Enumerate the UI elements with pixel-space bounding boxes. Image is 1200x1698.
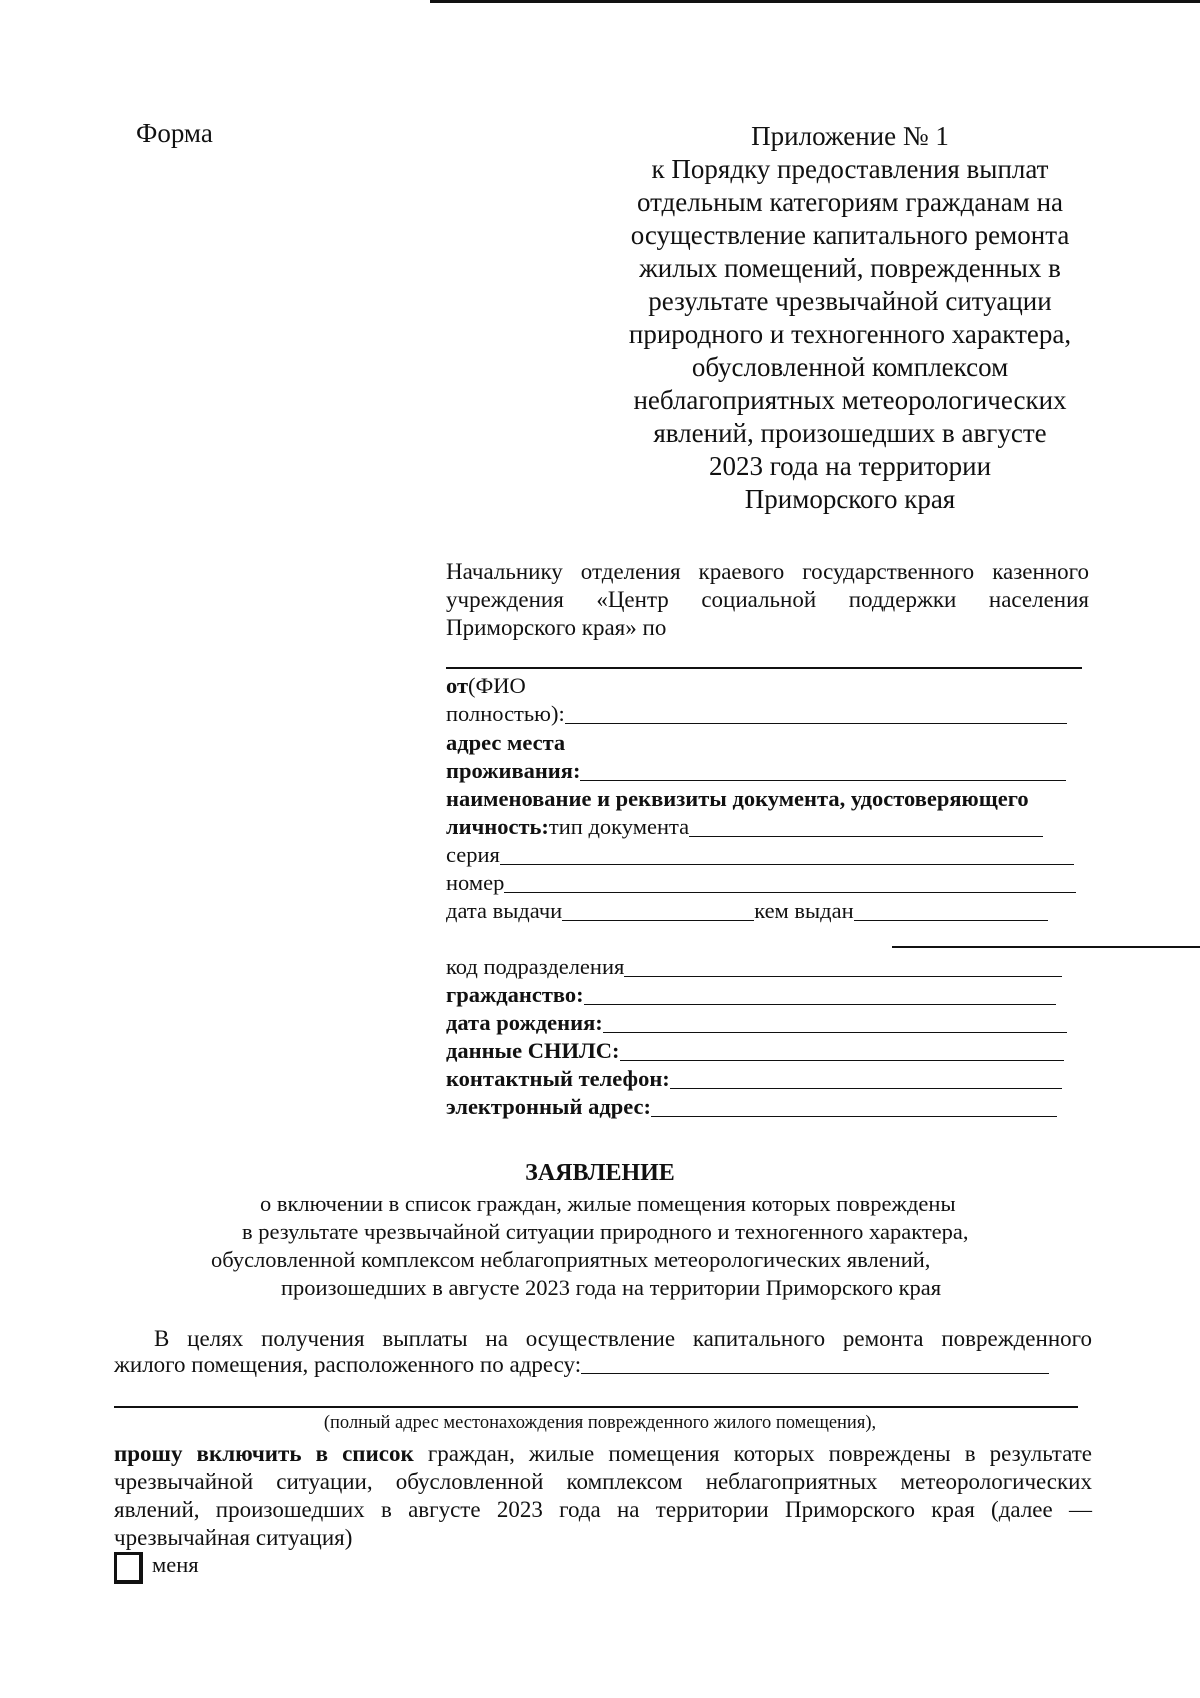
- issue-date-field[interactable]: [562, 898, 754, 921]
- phone-field[interactable]: [670, 1066, 1062, 1089]
- division-code-label: код подразделения: [446, 954, 625, 979]
- request-line: [114, 1440, 1092, 1468]
- series-label: серия: [446, 842, 500, 867]
- appendix-line: к Порядку предоставления выплат: [651, 154, 1049, 184]
- include-me-label: меня: [152, 1552, 199, 1577]
- series-row: [446, 841, 1074, 869]
- email-field[interactable]: [651, 1094, 1057, 1117]
- citizenship-row: [446, 981, 1056, 1009]
- snils-label: данные СНИЛС:: [446, 1038, 620, 1063]
- number-row: [446, 869, 1076, 897]
- request-line: чрезвычайная ситуация): [114, 1525, 353, 1550]
- appendix-line: 2023 года на территории: [708, 451, 992, 481]
- statement-title: ЗАЯВЛЕНИЕ: [525, 1160, 675, 1186]
- addressee-line: Начальнику отделения краевого государственного казенного: [446, 559, 1089, 584]
- number-field[interactable]: [504, 870, 1076, 893]
- from-row: [446, 672, 526, 700]
- statement-subtitle-line: обусловленной комплексом неблагоприятных метеорологических явлений,: [211, 1247, 931, 1272]
- doc-type-label: тип документа: [548, 814, 690, 839]
- addressee-department-field[interactable]: [446, 667, 1082, 669]
- appendix-line: отдельным категориям гражданам на: [636, 187, 1064, 217]
- appendix-line: обусловленной комплексом: [691, 352, 1009, 382]
- purpose-line: В целях получения выплаты на осуществление капитального ремонта поврежденного: [154, 1326, 1092, 1351]
- appendix-line: результате чрезвычайной ситуации: [648, 286, 1052, 316]
- damaged-address-field[interactable]: [581, 1351, 1049, 1374]
- snils-field[interactable]: [620, 1038, 1064, 1061]
- email-label: электронный адрес:: [446, 1094, 651, 1119]
- issued-by-continuation-field[interactable]: [892, 946, 1200, 948]
- appendix-line: Приморского края: [744, 484, 956, 514]
- residence-field[interactable]: [580, 758, 1066, 781]
- address-caption: (полный адрес местонахождения поврежденного жилого помещения),: [323, 1413, 877, 1433]
- number-label: номер: [446, 870, 505, 895]
- request-paragraph: [114, 1440, 1092, 1552]
- request-line: явлений, произошедших в августе 2023 года на территории Приморского края (далее —: [114, 1497, 1092, 1522]
- damaged-address-row: [114, 1350, 1049, 1378]
- addressee-block: [446, 558, 1089, 642]
- appendix-line: осуществление капитального ремонта: [630, 220, 1070, 250]
- fullname-row: [446, 700, 1067, 728]
- appendix-line: неблагоприятных метеорологических: [633, 385, 1067, 415]
- request-bold: прошу включить в список: [114, 1441, 414, 1466]
- request-line: чрезвычайной ситуации, обусловленной комплексом неблагоприятных метеорологических: [114, 1469, 1092, 1494]
- phone-row: [446, 1065, 1062, 1093]
- division-code-field[interactable]: [624, 954, 1062, 977]
- appendix-line: природного и техногенного характера,: [628, 319, 1072, 349]
- snils-row: [446, 1037, 1064, 1065]
- include-me-checkbox[interactable]: [114, 1552, 143, 1584]
- issue-date-label: дата выдачи: [446, 898, 563, 923]
- from-label: (ФИО: [468, 673, 526, 698]
- statement-subtitle-line: в результате чрезвычайной ситуации природного и техногенного характера,: [242, 1219, 969, 1244]
- email-row: [446, 1093, 1057, 1121]
- division-row: [446, 953, 1062, 981]
- birth-date-label: дата рождения:: [446, 1010, 603, 1035]
- issued-by-label: кем выдан: [754, 898, 854, 923]
- fullname-label: полностью):: [446, 701, 565, 726]
- phone-label: контактный телефон:: [446, 1066, 670, 1091]
- residence-label: проживания:: [446, 758, 581, 783]
- doc-type-row: [446, 813, 1043, 841]
- address-label: адрес места: [446, 730, 566, 755]
- scan-edge-line: [430, 0, 1200, 3]
- doc-type-field[interactable]: [689, 814, 1043, 837]
- request-text: граждан, жилые помещения которых повреждены в результате: [413, 1441, 1093, 1466]
- addressee-line: Приморского края» по: [446, 615, 667, 640]
- appendix-line: явлений, произошедших в августе: [653, 418, 1047, 448]
- damaged-address-continuation-field[interactable]: [114, 1406, 1078, 1408]
- from-label-bold: от: [446, 673, 469, 698]
- citizenship-field[interactable]: [584, 982, 1056, 1005]
- statement-subtitle-line: произошедших в августе 2023 года на территории Приморского края: [281, 1275, 942, 1300]
- address-row: [446, 729, 565, 757]
- series-field[interactable]: [500, 842, 1074, 865]
- damaged-address-label: жилого помещения, расположенного по адресу:: [114, 1352, 582, 1377]
- addressee-line: учреждения «Центр социальной поддержки населения: [446, 587, 1089, 612]
- issue-row: [446, 897, 1048, 925]
- residence-row: [446, 757, 1066, 785]
- doc-title-row: [446, 785, 1029, 813]
- birth-date-field[interactable]: [603, 1010, 1067, 1033]
- purpose-paragraph: [114, 1325, 1092, 1353]
- birthdate-row: [446, 1009, 1067, 1037]
- citizenship-label: гражданство:: [446, 982, 584, 1007]
- identity-label: личность:: [446, 814, 549, 839]
- doc-title-label: наименование и реквизиты документа, удостоверяющего: [446, 786, 1029, 811]
- appendix-line: Приложение № 1: [751, 121, 949, 151]
- fullname-field[interactable]: [565, 701, 1067, 724]
- appendix-line: жилых помещений, поврежденных в: [639, 253, 1061, 283]
- issued-by-field[interactable]: [854, 898, 1048, 921]
- form-label: Форма: [136, 118, 213, 148]
- appendix-heading: [600, 120, 1100, 516]
- statement-subtitle-line: о включении в список граждан, жилые помещения которых повреждены: [260, 1191, 956, 1216]
